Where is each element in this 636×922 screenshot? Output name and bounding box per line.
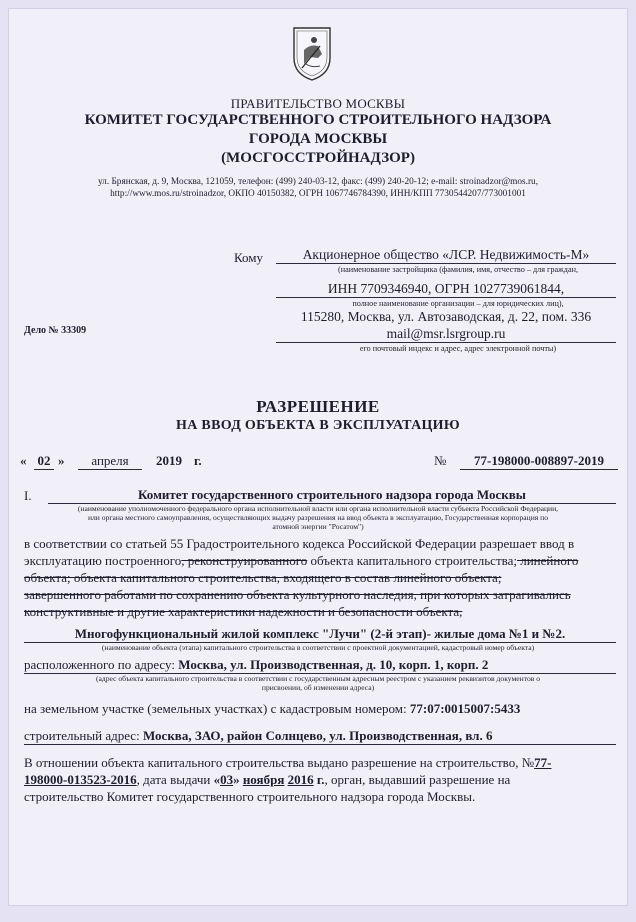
permit-date-day: 03 xyxy=(220,772,234,787)
permit-date-month: ноября xyxy=(242,772,285,787)
permit-ref-line-1 xyxy=(24,754,616,771)
date-year-suffix: г. xyxy=(194,453,202,468)
recipient-postal: 115280, Москва, ул. Автозаводская, д. 22, пом. 336 xyxy=(300,309,592,324)
permit-date-year-suffix: г. xyxy=(316,772,325,787)
recipient-to-label: Кому xyxy=(234,250,264,265)
cadastral-label: на земельном участке (земельных участках) с кадастровым номером: xyxy=(24,701,407,716)
building-address-label: строительный адрес: xyxy=(24,728,140,743)
permit-ref-date-label: , дата выдачи xyxy=(136,772,214,787)
recipient-address-hint: его почтовый индекс и адрес, адрес электронной почты) xyxy=(359,344,557,353)
permit-date-open-quote: « xyxy=(213,772,221,787)
object-name-hint: (наименование объекта (этапа) капитального строительства в соответствии с проектной документацией, кадастровый номер объекта) xyxy=(101,643,535,652)
permit-ref-authority-label: , орган, выдавший разрешение на xyxy=(324,772,511,787)
paragraph-line-3-struck: объекта; объекта капитального строительства, входящего в состав линейного объекта; xyxy=(24,570,502,585)
header-city: ГОРОДА МОСКВЫ xyxy=(248,131,388,147)
text-reconstructed-struck: , реконструированного xyxy=(181,553,308,568)
recipient-email: mail@msr.lsrgroup.ru xyxy=(276,326,616,343)
date-month: апреля xyxy=(78,453,142,470)
recipient-name: Акционерное общество «ЛСР. Недвижимость-М» xyxy=(276,247,616,264)
paragraph-line-2 xyxy=(24,552,616,569)
recipient-org-hint: полное наименование организации – для юридических лиц), xyxy=(352,299,564,308)
permit-number-label: № xyxy=(434,453,447,468)
authority-hint-3: атомной энергии "Росатом") xyxy=(272,522,364,531)
text-linear-struck: линейного xyxy=(516,553,579,568)
document-title: РАЗРЕШЕНИЕ xyxy=(256,397,380,416)
paragraph-line-5-struck: конструктивные и другие характеристики надежности и безопасности объекта, xyxy=(24,604,463,619)
issuing-authority: Комитет государственного строительного надзора города Москвы xyxy=(48,487,616,504)
building-address-line xyxy=(24,727,616,745)
header-abbreviation: (МОСГОССТРОЙНАДЗОР) xyxy=(221,150,415,166)
moscow-coat-of-arms-icon xyxy=(290,24,334,82)
address-hint-2: присвоении, об изменении адреса) xyxy=(261,683,375,692)
header-address-1: ул. Брянская, д. 9, Москва, 121059, телефон: (499) 240-03-12, факс: (499) 240-20-12; e-mail: stroinadzor@mos.ru, xyxy=(97,177,539,187)
location-label: расположенного по адресу: xyxy=(24,657,175,672)
object-name: Многофункциональный жилой комплекс "Лучи" (2-й этап)- жилые дома №1 и №2. xyxy=(24,626,616,643)
date-day: 02 xyxy=(34,453,54,470)
header-committee: КОМИТЕТ ГОСУДАРСТВЕННОГО СТРОИТЕЛЬНОГО НАДЗОРА xyxy=(84,112,552,128)
permit-ref-line-3: строительство Комитет государственного строительного надзора города Москвы. xyxy=(24,789,476,804)
section-roman: I. xyxy=(24,488,32,503)
text-capital-object: объекта капитального строительства; xyxy=(307,553,517,568)
building-address-value: Москва, ЗАО, район Солнцево, ул. Производственная, вл. 6 xyxy=(142,728,493,743)
date-close-quote: » xyxy=(58,453,65,468)
location-value: Москва, ул. Производственная, д. 10, корп. 1, корп. 2 xyxy=(178,657,489,672)
recipient-name-hint: (наименование застройщика (фамилия, имя, отчество – для граждан, xyxy=(337,265,579,274)
case-number: Дело № 33309 xyxy=(24,325,87,336)
header-address-2: http://www.mos.ru/stroinadzor, ОКПО 40150382, ОГРН 1067746784390, ИНН/КПП 7730544207/773001001 xyxy=(110,189,526,199)
document-subtitle: НА ВВОД ОБЪЕКТА В ЭКСПЛУАТАЦИЮ xyxy=(176,418,460,433)
permit-ref-number-2: 198000-013523-2016 xyxy=(24,772,137,787)
cadastral-line xyxy=(24,700,616,717)
permit-date-close-quote: » xyxy=(233,772,240,787)
document-page xyxy=(8,8,628,906)
date-open-quote: « xyxy=(20,453,27,468)
permit-ref-number-1: 77- xyxy=(534,755,552,770)
paragraph-line-1: в соответствии со статьей 55 Градостроительного кодекса Российской Федерации разрешает ввод в xyxy=(24,536,575,551)
date-year: 2019 xyxy=(156,453,182,468)
text-built: эксплуатацию построенного xyxy=(24,553,182,568)
header-government: ПРАВИТЕЛЬСТВО МОСКВЫ xyxy=(230,96,406,111)
address-hint-1: (адрес объекта капитального строительства в соответствии с государственным адресным реестром с указанием реквизитов документов о xyxy=(95,674,541,683)
permit-date-year: 2016 xyxy=(287,772,314,787)
object-location xyxy=(24,656,616,674)
permit-ref-line-2 xyxy=(24,771,616,788)
recipient-inn-ogrn: ИНН 7709346940, ОГРН 1027739061844, xyxy=(276,281,616,298)
paragraph-line-4-struck: завершенного работами по сохранению объекта культурного наследия, при которых затрагивались xyxy=(24,587,571,602)
cadastral-value: 77:07:0015007:5433 xyxy=(409,701,521,716)
authority-hint-2: или органа местного самоуправления, осуществляющих выдачу разрешения на ввод объекта в эксплуатацию, Государственная корпорация по xyxy=(87,513,549,522)
permit-ref-text: В отношении объекта капитального строительства выдано разрешение на строительство, № xyxy=(24,755,535,770)
permit-number: 77-198000-008897-2019 xyxy=(460,453,618,470)
authority-hint-1: (наименование уполномоченного федерального органа исполнительной власти или органа исполнительной власти субъекта Российской Федерации, xyxy=(77,504,559,513)
